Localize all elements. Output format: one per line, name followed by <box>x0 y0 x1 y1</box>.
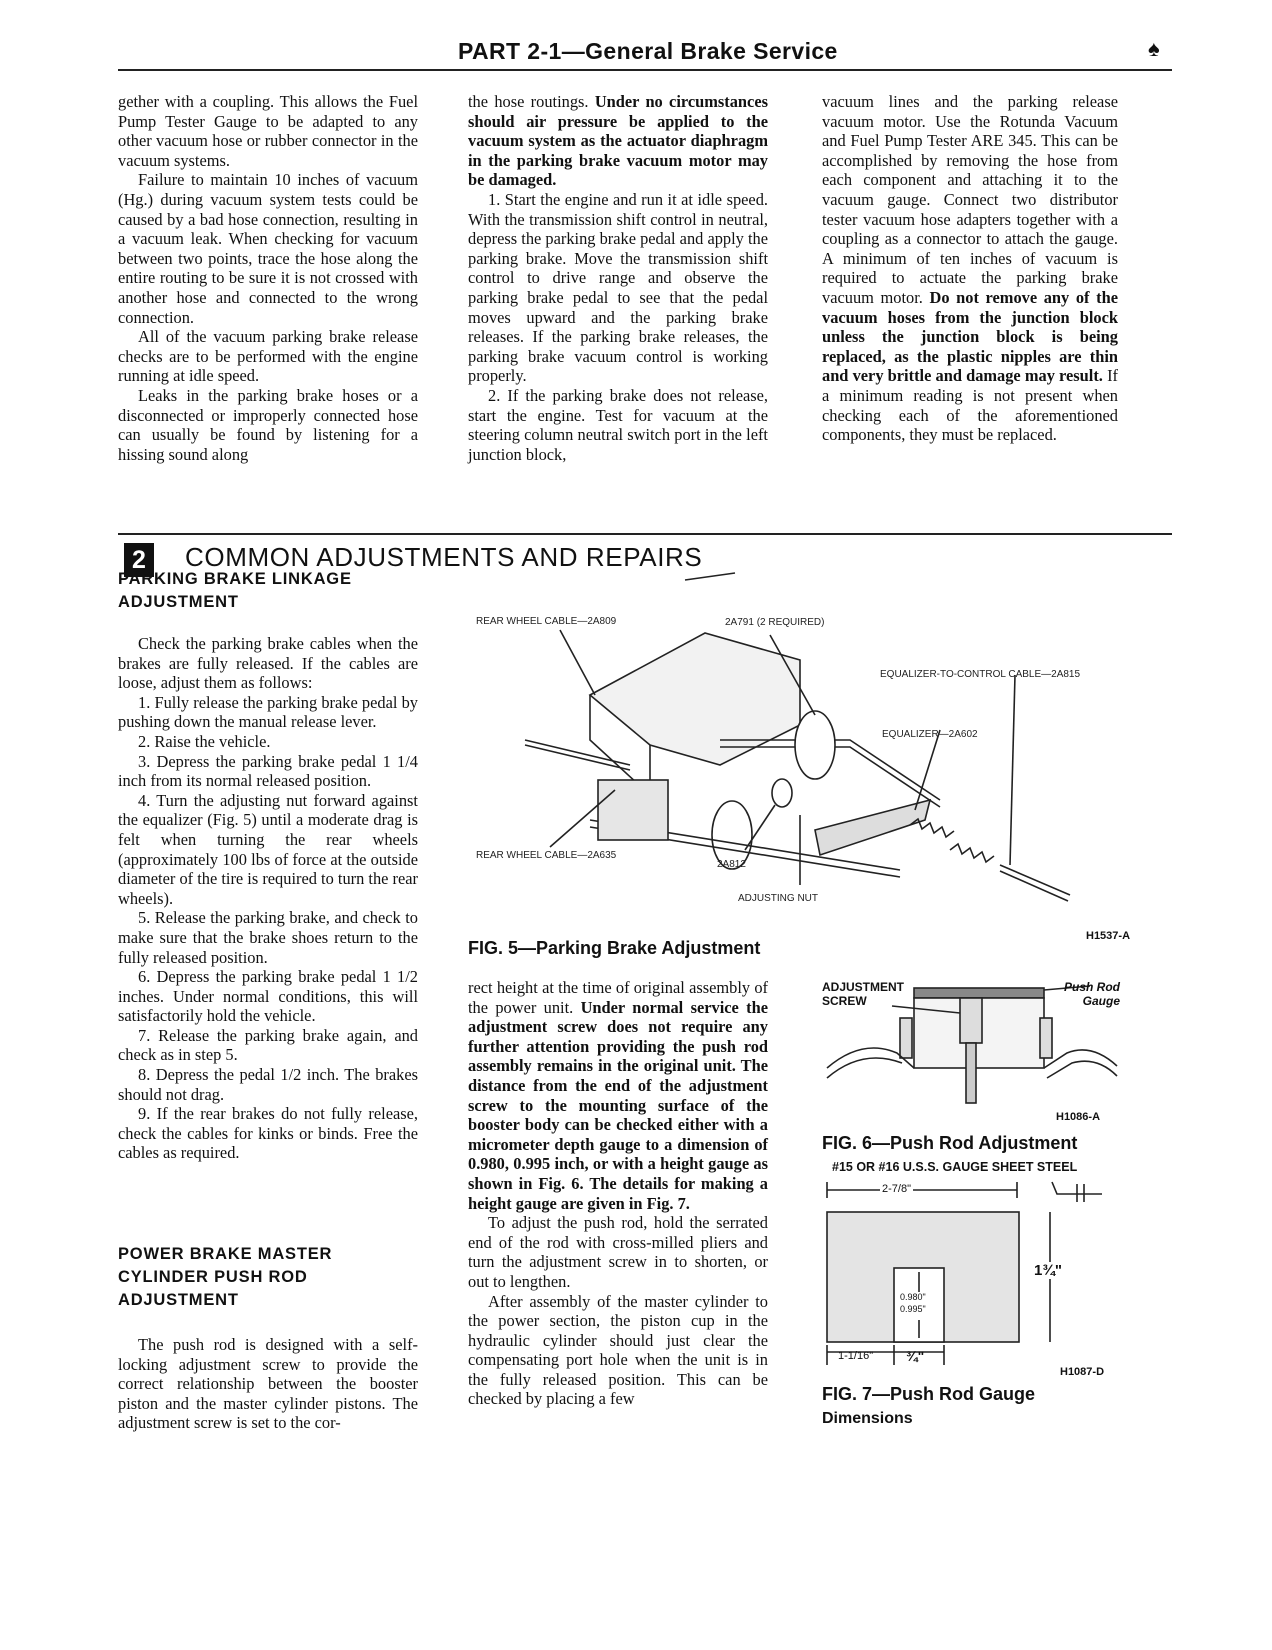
fig7-caption-line2: Dimensions <box>822 1410 913 1427</box>
page-title: PART 2-1—General Brake Service <box>458 38 838 64</box>
paragraph: Failure to maintain 10 inches of vacuum (Hg.) during vacuum system tests could be caused by a bad hose connection, resulting in a vacuum leak. When checking for vacuum between two points, trace the hose along the entire routing to be sure it is not crossed with another hose and connected to the wrong connection. <box>118 170 418 327</box>
fig7-dim-left: 1-1/16" <box>838 1350 874 1362</box>
text-span: If a minimum reading is not present when checking each of the aforementioned components, they must be replaced. <box>822 366 1118 445</box>
section-title: COMMON ADJUSTMENTS AND REPAIRS <box>185 542 703 572</box>
fig7-dim-height: 1¾" <box>1034 1262 1062 1279</box>
fig6-code: H1086-A <box>1056 1111 1101 1123</box>
label-adjusting-nut: ADJUSTING NUT <box>738 893 818 904</box>
step: 5. Release the parking brake, and check to make sure that the brake shoes return to the fully released position. <box>118 908 418 967</box>
subheading-push-rod: POWER BRAKE MASTER CYLINDER PUSH ROD ADJUSTMENT <box>118 1245 333 1309</box>
paragraph: After assembly of the master cylinder to the power section, the piston cup in the hydraulic cylinder should just clear the compensating port hole when the unit is in the fully released position. This can be checked by placing a few <box>468 1291 768 1409</box>
paragraph: Check the parking brake cables when the brakes are fully released. If the cables are loose, adjust them as follows: <box>118 634 418 693</box>
label-2a791: 2A791 (2 REQUIRED) <box>725 617 825 628</box>
fig5-caption: FIG. 5—Parking Brake Adjustment <box>468 938 761 958</box>
warning-text: Under no circumstances should air pressure be applied to the vacuum system as the actuator diaphragm in the parking brake vacuum motor may be damaged. <box>468 92 768 190</box>
label-rear-wheel-cable-bottom: REAR WHEEL CABLE—2A635 <box>476 850 617 861</box>
paragraph <box>822 92 1118 445</box>
label-rear-wheel-cable-top: REAR WHEEL CABLE—2A809 <box>476 616 617 627</box>
step: 2. If the parking brake does not release, start the engine. Test for vacuum at the steering column neutral switch port in the left junction block, <box>468 385 768 464</box>
fig7-steel-label: #15 OR #16 U.S.S. GAUGE SHEET STEEL <box>832 1160 1078 1174</box>
section-number-badge: 2 <box>124 543 154 577</box>
fig7-code: H1087-D <box>1060 1366 1105 1378</box>
text-span: the hose routings. <box>468 92 589 111</box>
page-mark: ♠ <box>1148 36 1160 61</box>
warning-text: Do not remove any of the vacuum hoses from the junction block unless the junction block is being replaced, as the plastic nipples are thin and very brittle and damage may result. <box>822 287 1118 386</box>
fig7-dim-slot: ¾" <box>906 1348 925 1364</box>
paragraph: Leaks in the parking brake hoses or a disconnected or improperly connected hose can usually be found by listening for a hissing sound along <box>118 385 418 464</box>
left-column-steps <box>118 634 418 1163</box>
subheading-parking-brake-linkage: PARKING BRAKE LINKAGE ADJUSTMENT <box>118 570 352 611</box>
paragraph: The push rod is designed with a self-locking adjustment screw to provide the correct relationship between the booster piston and the master cylinder pistons. The adjustment screw is set to the cor- <box>118 1335 418 1433</box>
top-column-2 <box>468 92 768 464</box>
fig5-code: H1537-A <box>1086 930 1131 942</box>
step: 7. Release the parking brake again, and check as in step 5. <box>118 1025 418 1065</box>
step: 6. Depress the parking brake pedal 1 1/2 inches. Under normal conditions, this will satisfactorily hold the vehicle. <box>118 967 418 1026</box>
paragraph: gether with a coupling. This allows the Fuel Pump Tester Gauge to be adapted to any other vacuum hose or rubber connector in the vacuum systems. <box>118 92 418 170</box>
fig6-caption: FIG. 6—Push Rod Adjustment <box>822 1133 1078 1153</box>
step: 4. Turn the adjusting nut forward against the equalizer (Fig. 5) until a moderate drag is felt when turning the rear wheels (approximately 100 lbs of force at the outside diameter of the tire is required to turn the rear wheels). <box>118 790 418 908</box>
fig7-dim-width: 2-7/8" <box>882 1183 911 1195</box>
step: 9. If the rear brakes do not fully release, check the cables for kinks or binds. Free the cables as required. <box>118 1104 418 1163</box>
middle-column-text <box>468 978 768 1409</box>
paragraph: To adjust the push rod, hold the serrated end of the rod with cross-milled pliers and turn the adjustment screw in to shorten, or out to lengthen. <box>468 1213 768 1291</box>
top-column-3 <box>822 92 1118 445</box>
paragraph <box>468 92 768 190</box>
emphasis-text: Under normal service the adjustment screw does not require any further attention providing the push rod assembly remains in the original unit. The distance from the end of the adjustment screw to the mounting surface of the booster body can be checked either with a micrometer depth gauge to a dimension of 0.980, 0.995 inch, or with a height gauge as shown in Fig. 6. The details for making a height gauge are given in Fig. 7. <box>468 997 768 1213</box>
label-2a812: 2A812 <box>717 859 746 870</box>
fig7-dim-depth-b: 0.995" <box>900 1304 926 1314</box>
step: 1. Start the engine and run it at idle speed. With the transmission shift control in neutral, depress the parking brake pedal and apply the parking brake. Move the transmission shift control to drive range and observe the parking brake pedal to see that the pedal moves upward and the parking brake releases. If the parking brake releases, the parking brake vacuum control is working properly. <box>468 189 768 386</box>
fig6-label-adjustment-screw: ADJUSTMENT SCREW <box>822 980 905 1008</box>
header-rule <box>118 69 1172 71</box>
label-equalizer: EQUALIZER—2A602 <box>882 729 978 740</box>
fig7-dim-depth-a: 0.980" <box>900 1292 926 1302</box>
paragraph <box>468 978 768 1213</box>
top-column-1 <box>118 92 418 464</box>
step: 8. Depress the pedal 1/2 inch. The brakes should not drag. <box>118 1065 418 1104</box>
page-header <box>0 0 1272 80</box>
fig5-parking-brake-diagram <box>470 565 1130 925</box>
section-rule <box>118 533 1172 535</box>
label-equalizer-control-cable: EQUALIZER-TO-CONTROL CABLE—2A815 <box>880 669 1081 680</box>
step: 1. Fully release the parking brake pedal by pushing down the manual release lever. <box>118 692 418 732</box>
paragraph: All of the vacuum parking brake release checks are to be performed with the engine running at idle speed. <box>118 327 418 386</box>
text-span: rect height at the time of original assembly of the power unit. <box>468 978 768 1017</box>
step: 3. Depress the parking brake pedal 1 1/4 inch from its normal released position. <box>118 751 418 791</box>
fig7-caption-line1: FIG. 7—Push Rod Gauge <box>822 1384 1036 1404</box>
text-span: vacuum lines and the parking release vacuum motor. Use the Rotunda Vacuum and Fuel Pump Tester ARE 345. This can be accomplished by removing the hose from each component and attaching it to the vacuum gauge. Connect two distributor tester vacuum hose adapters together with a coupling as a connector to attach the gauge. A minimum of ten inches of vacuum is required to actuate the parking brake vacuum motor. <box>822 92 1118 307</box>
step: 2. Raise the vehicle. <box>138 731 271 751</box>
left-column-push-rod <box>118 1335 418 1433</box>
fig6-label-push-rod-gauge: Push Rod Gauge <box>1064 980 1120 1008</box>
